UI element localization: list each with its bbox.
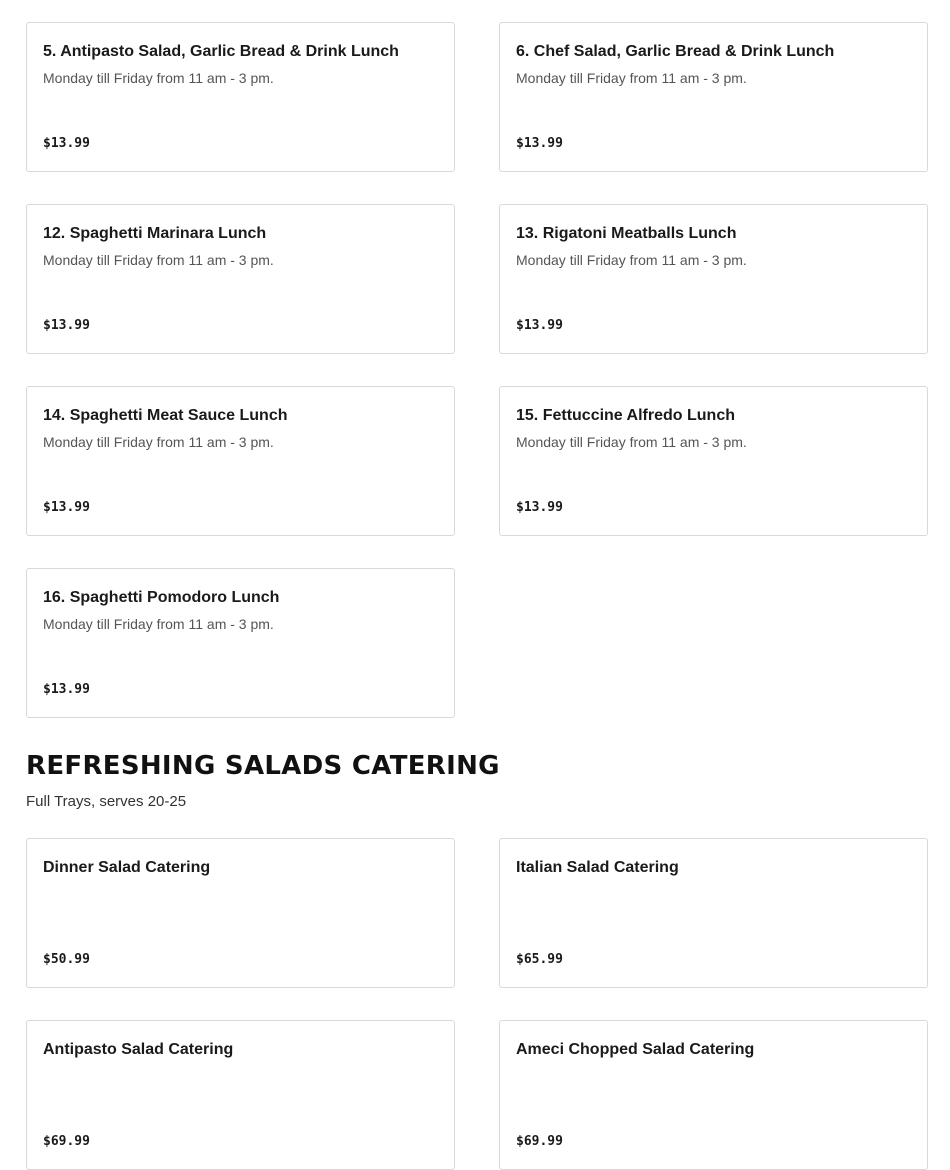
menu-item-price: $69.99: [43, 1134, 90, 1149]
menu-item-description: Monday till Friday from 11 am - 3 pm.: [516, 252, 747, 268]
menu-item-card[interactable]: [26, 1020, 455, 1170]
catering-items-grid: [26, 838, 928, 1170]
menu-item-price: $13.99: [43, 318, 90, 333]
menu-item-card[interactable]: [499, 204, 928, 354]
menu-item-card[interactable]: [26, 22, 455, 172]
menu-item-price: $13.99: [43, 682, 90, 697]
menu-item-title: 15. Fettuccine Alfredo Lunch: [516, 407, 735, 424]
menu-item-card[interactable]: [499, 22, 928, 172]
menu-item-card[interactable]: [26, 568, 455, 718]
menu-item-card[interactable]: [499, 1020, 928, 1170]
menu-item-description: Monday till Friday from 11 am - 3 pm.: [43, 70, 274, 86]
menu-item-price: $13.99: [43, 136, 90, 151]
menu-item-price: $13.99: [516, 318, 563, 333]
menu-item-title: 14. Spaghetti Meat Sauce Lunch: [43, 407, 288, 424]
menu-item-title: 6. Chef Salad, Garlic Bread & Drink Lunch: [516, 43, 835, 60]
menu-item-card[interactable]: [26, 838, 455, 988]
menu-item-price: $69.99: [516, 1134, 563, 1149]
menu-item-price: $65.99: [516, 952, 563, 967]
menu-item-title: 12. Spaghetti Marinara Lunch: [43, 225, 267, 242]
menu-item-description: Monday till Friday from 11 am - 3 pm.: [516, 70, 747, 86]
menu-item-title: 16. Spaghetti Pomodoro Lunch: [43, 589, 280, 606]
menu-item-description: Monday till Friday from 11 am - 3 pm.: [43, 616, 274, 632]
menu-item-description: Monday till Friday from 11 am - 3 pm.: [43, 252, 274, 268]
menu-item-description: Monday till Friday from 11 am - 3 pm.: [516, 434, 747, 450]
menu-item-price: $13.99: [516, 500, 563, 515]
menu-item-price: $13.99: [516, 136, 563, 151]
menu-item-title: Ameci Chopped Salad Catering: [516, 1041, 755, 1058]
menu-item-title: 5. Antipasto Salad, Garlic Bread & Drink Lunch: [43, 43, 399, 60]
menu-item-price: $13.99: [43, 500, 90, 515]
lunch-items-grid: [26, 22, 928, 718]
section-subtitle: Full Trays, serves 20-25: [26, 793, 187, 810]
menu-item-description: Monday till Friday from 11 am - 3 pm.: [43, 434, 274, 450]
menu-item-title: Antipasto Salad Catering: [43, 1041, 234, 1058]
menu-item-title: Dinner Salad Catering: [43, 859, 211, 876]
menu-item-card[interactable]: [26, 204, 455, 354]
menu-item-price: $50.99: [43, 952, 90, 967]
menu-item-title: 13. Rigatoni Meatballs Lunch: [516, 225, 737, 242]
menu-item-title: Italian Salad Catering: [516, 859, 679, 876]
menu-item-card[interactable]: [499, 838, 928, 988]
section-title: REFRESHING SALADS CATERING: [26, 751, 500, 781]
menu-item-card[interactable]: [499, 386, 928, 536]
menu-item-card[interactable]: [26, 386, 455, 536]
